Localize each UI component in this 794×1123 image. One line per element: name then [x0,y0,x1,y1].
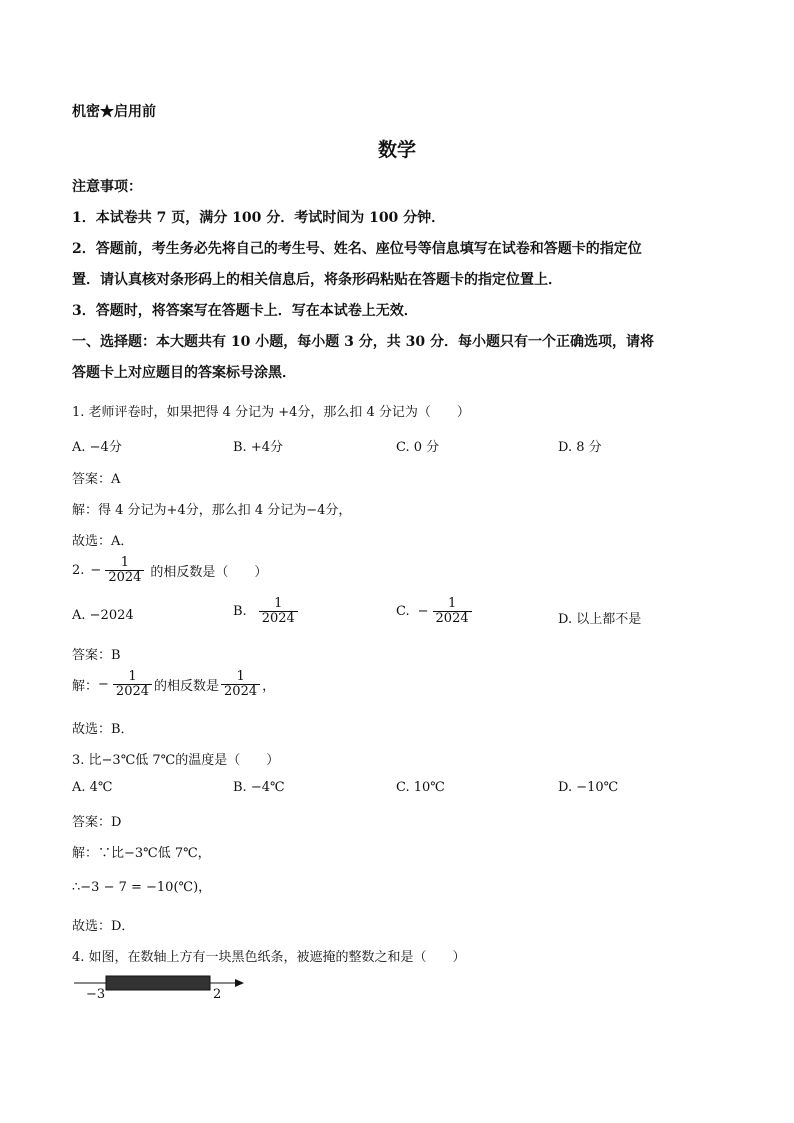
fraction-denominator: 2024 [259,611,298,626]
q1-option-d: D. 8 分 [558,440,602,455]
option-label: B. [233,603,247,619]
page-title: 数学 [377,139,416,161]
note-item-2-cont: 置．请认真核对条形码上的相关信息后，将条形码粘贴在答题卡的指定位置上． [72,272,562,288]
option-label: C. [396,603,410,619]
q1-answer: 答案：A [72,472,121,487]
fraction-denominator: 2024 [113,684,152,699]
minus-sign: − [98,676,109,692]
q3-option-b: B. −4℃ [233,780,285,795]
q3-option-c: C. 10℃ [396,780,445,795]
q1-option-a: A. −4分 [72,440,122,455]
q2-option-c-fraction [433,597,472,625]
q3-solution-line-2: ∴−3 − 7 = −10(℃)， [72,880,212,895]
fraction-numerator: 1 [128,669,137,684]
fraction-denominator: 2024 [433,611,472,626]
q3-answer: 答案：D [72,815,122,830]
fraction-denominator: 2024 [221,684,260,699]
q1-option-c: C. 0 分 [396,440,440,455]
q2-number: 2. [72,562,85,578]
q3-option-d: D. −10℃ [558,780,619,795]
q3-solution-line-1: 解：∵比−3℃低 7℃， [72,846,211,861]
q2-stem-tail: 的相反数是（ ） [150,564,268,580]
fraction-numerator: 1 [447,596,457,611]
q2-solution-fraction [113,670,152,698]
section-heading: 一、选择题：本大题共有 10 小题，每小题 3 分，共 30 分．每小题只有一个正确选项，请将 [72,334,654,350]
q2-option-c [396,597,474,625]
q2-stem [72,556,267,584]
q2-option-b [233,597,300,625]
q2-option-b-fraction [259,597,298,625]
black-paper-strip [106,976,210,990]
solution-tail: ， [262,678,276,694]
minus-sign: − [90,562,102,578]
section-heading-cont: 答题卡上对应题目的答案标号涂黑． [72,365,296,381]
q3-option-a: A. 4℃ [72,780,113,795]
number-line-figure [72,970,252,1006]
notes-heading: 注意事项： [72,179,142,195]
solution-prefix: 解： [72,678,99,694]
axis-label-left: −3 [86,987,106,1002]
solution-middle: 的相反数是 [154,678,220,694]
q1-option-b: B. +4分 [233,440,283,455]
q1-conclusion: 故选：A． [72,534,134,549]
confidential-label: 机密★启用前 [72,104,156,120]
q2-conclusion: 故选：B． [72,722,134,737]
q4-stem: 4. 如图，在数轴上方有一块黑色纸条，被遮掩的整数之和是（ ） [72,950,466,965]
q2-solution [72,670,275,698]
axis-label-right: 2 [213,987,222,1002]
axis-arrow-icon [235,979,244,987]
q2-option-a: A. −2024 [72,608,134,623]
fraction-denominator: 2024 [105,570,144,585]
q2-option-d: D. 以上都不是 [558,612,642,627]
fraction-numerator: 1 [120,555,129,570]
fraction-numerator: 1 [236,669,245,684]
q2-answer: 答案：B [72,648,121,663]
note-item-3: 3．答题时，将答案写在答题卡上．写在本试卷上无效． [72,303,418,319]
note-item-1: 1．本试卷共 7 页，满分 100 分．考试时间为 100 分钟． [72,210,446,226]
q3-conclusion: 故选：D． [72,919,135,934]
fraction-numerator: 1 [274,596,283,611]
minus-sign: − [417,603,429,619]
q3-stem: 3. 比−3℃低 7℃的温度是（ ） [72,753,280,768]
q1-solution: 解：得 4 分记为+4分，那么扣 4 分记为−4分， [72,503,352,518]
q1-stem: 1. 老师评卷时，如果把得 4 分记为 +4分，那么扣 4 分记为（ ） [72,405,470,420]
note-item-2: 2．答题前，考生务必先将自己的考生号、姓名、座位号等信息填写在试卷和答题卡的指定位 [72,241,642,257]
q2-fraction [105,556,144,584]
q2-solution-result-fraction [221,670,260,698]
